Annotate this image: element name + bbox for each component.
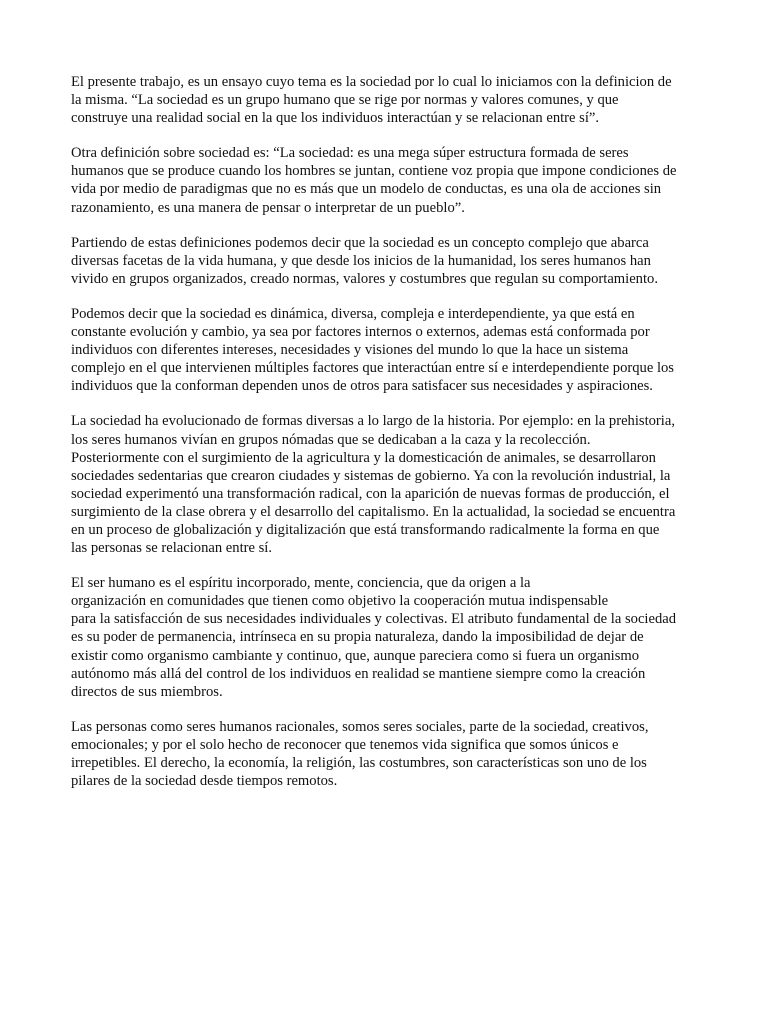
paragraph-4: Podemos decir que la sociedad es dinámica, diversa, compleja e interdependiente, ya que está en constante evolución y cambio, ya sea por factores internos o externos, ademas está conformada por individuos con diferentes intereses, necesidades y visiones del mundo lo que la hace un sistema complejo en el que intervienen múltiples factores que interactúan entre sí e interdependiente porque los individuos que la conforman dependen unos de otros para satisfacer sus necesidades y aspiraciones. [71,305,674,395]
paragraph-5: La sociedad ha evolucionado de formas diversas a lo largo de la historia. Por ejemplo: en la prehistoria, los seres humanos vivían en grupos nómadas que se dedicaban a la caza y la recolección. Posteriormente con el surgimiento de la agricultura y la domesticación de animales, se desarrollaron sociedades sedentarias que crearon ciudades y sistemas de gobierno. Ya con la revolución industrial, la sociedad experimentó una transformación radical, con la aparición de nuevas formas de producción, el surgimiento de la clase obrera y el desarrollo del capitalismo. En la actualidad, la sociedad se encuentra en un proceso de globalización y digitalización que está transformando radicalmente la forma en que las personas se relacionan entre sí. [71,413,676,557]
paragraph-7: Las personas como seres humanos racionales, somos seres sociales, parte de la sociedad, creativos, emocionales; y por el solo hecho de reconocer que tenemos vida significa que somos únicos e irrepetibles. El derecho, la economía, la religión, las costumbres, son características son uno de los pilares de la sociedad desde tiempos remotos. [71,718,649,790]
paragraph-6: El ser humano es el espíritu incorporado, mente, conciencia, que da origen a la organización en comunidades que tienen como objetivo la cooperación mutua indispensable para la satisfacción de sus necesidades individuales y colectivas. El atributo fundamental de la sociedad es su poder de permanencia, intrínseca en su propia naturaleza, dando la imposibilidad de dejar de existir como organismo cambiante y continuo, que, aunque pareciera como si fuera un organismo autónomo más allá del control de los individuos en realidad se mantiene siempre como la creación directos de sus miembros. [71,575,677,700]
paragraph-1: El presente trabajo, es un ensayo cuyo tema es la sociedad por lo cual lo iniciamos con la definicion de la misma. “La sociedad es un grupo humano que se rige por normas y valores comunes, y que construye una realidad social en la que los individuos interactúan y se relacionan entre sí”. [71,74,672,127]
paragraph-3: Partiendo de estas definiciones podemos decir que la sociedad es un concepto complejo que abarca diversas facetas de la vida humana, y que desde los inicios de la humanidad, los seres humanos han vivido en grupos organizados, creado normas, valores y costumbres que regulan su comportamiento. [71,234,658,287]
paragraph-2: Otra definición sobre sociedad es: “La sociedad: es una mega súper estructura formada de seres humanos que se produce cuando los hombres se juntan, contiene voz propia que impone condiciones de vida por medio de paradigmas que no es más que un modelo de conductas, es una ola de acciones sin razonamiento, es una manera de pensar o interpretar de un pueblo”. [71,145,677,216]
